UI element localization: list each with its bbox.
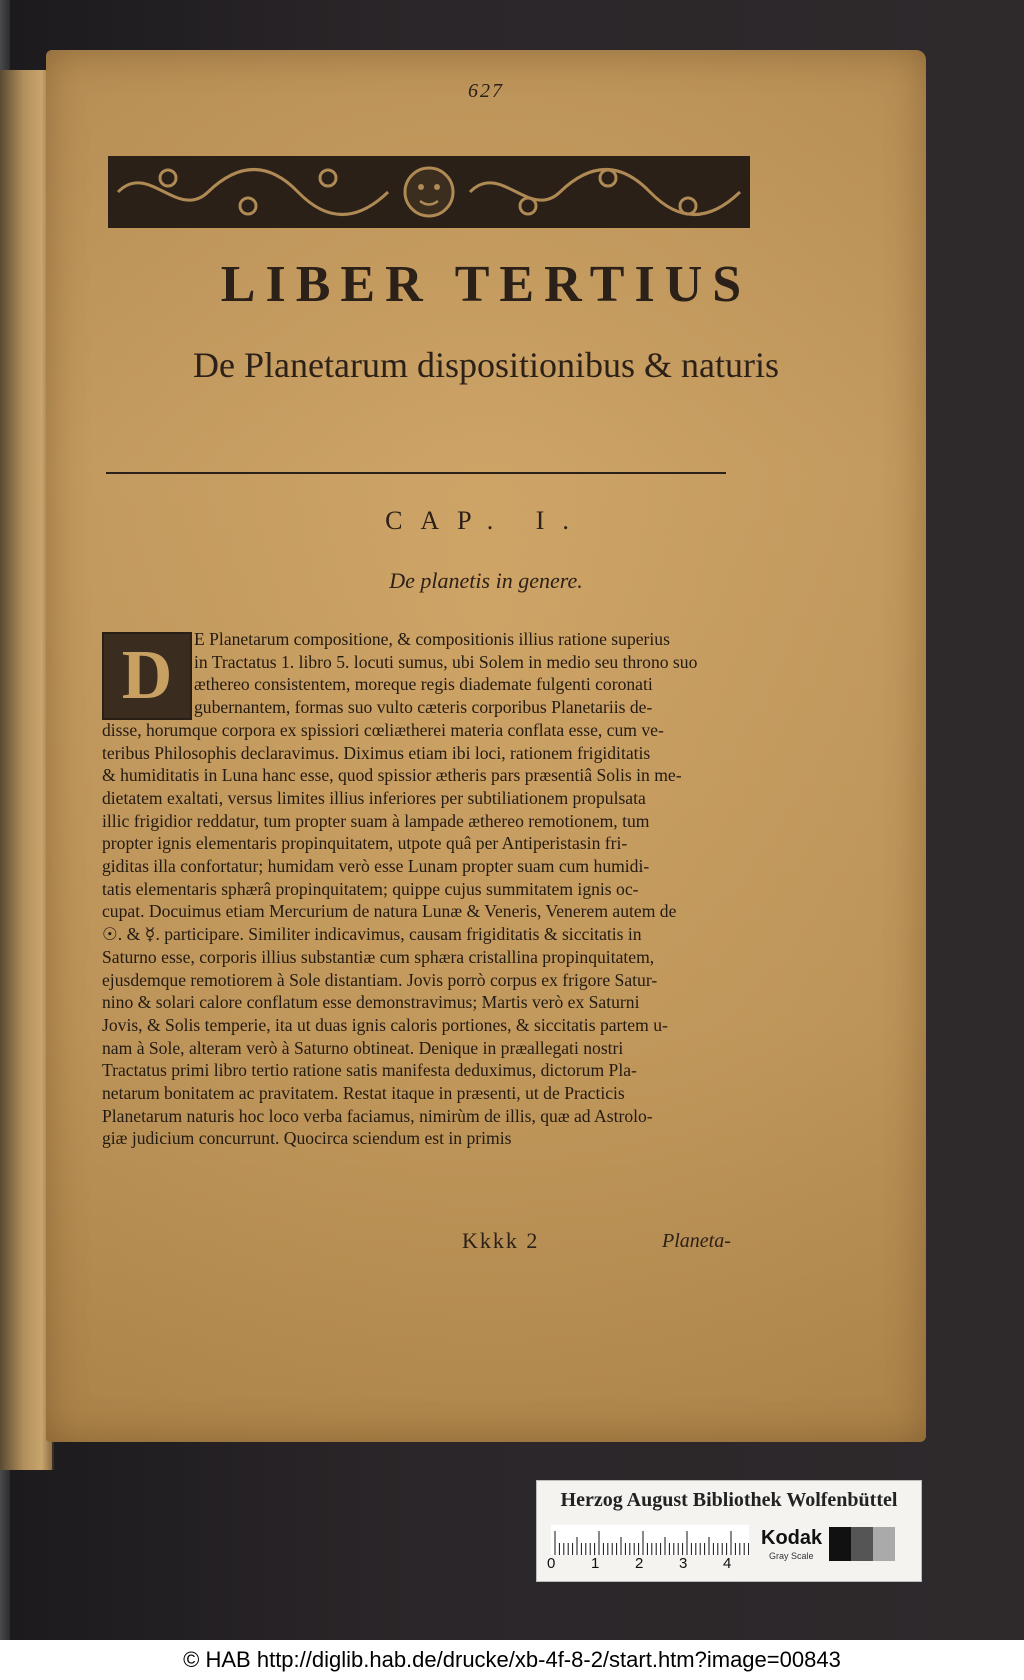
body-line: ☉. & ☿. participare. Similiter indicavimus, causam frigiditatis & siccitatis in: [102, 924, 642, 945]
swatch-black: [829, 1527, 851, 1561]
ruler-numbers: [547, 1555, 757, 1575]
body-line: teribus Philosophis declaravimus. Diximus etiam ibi loci, rationem frigiditatis: [102, 742, 651, 763]
body-line: nino & solari calore conflatum esse demonstravimus; Martis verò ex Saturni: [102, 992, 640, 1013]
ruler-number: 0: [547, 1555, 556, 1572]
signature-mark: Kkkk 2: [462, 1228, 540, 1253]
body-line: propter ignis elementaris propinquitatem, utpote quâ per Antiperistasin fri-: [102, 833, 628, 854]
chapter-subtitle: De planetis in genere.: [389, 568, 583, 593]
body-line: tatis elementaris sphærâ propinquitatem; quippe cujus summitatem ignis oc-: [102, 878, 639, 899]
body-line: E Planetarum compositione, & compositionis illius ratione superius: [194, 629, 670, 649]
body-line: cupat. Docuimus etiam Mercurium de natura Lunæ & Veneris, Venerem autem de: [102, 901, 677, 922]
body-line: gubernantem, formas suo vulto cæteris corporibus Planetariis de-: [194, 697, 653, 718]
ornament-headpiece: [108, 156, 750, 228]
body-line: Tractatus primi libro tertio ratione satis manifesta deduximus, dictorum Pla-: [102, 1060, 637, 1081]
divider-rule: [106, 472, 726, 474]
body-line: Saturno esse, corporis illius substantiæ cum sphæra cristallina propinquitatem,: [102, 946, 655, 967]
floral-ornament-icon: [108, 156, 750, 228]
kodak-logo: Kodak: [761, 1527, 823, 1549]
body-line: Jovis, & Solis temperie, ita ut duas ignis caloris portiones, & siccitatis partem u-: [102, 1014, 668, 1035]
body-line: nam à Sole, alteram verò à Saturno obtineat. Denique in præallegati nostri: [102, 1037, 624, 1058]
ruler-number: 2: [635, 1555, 644, 1572]
book-subtitle: De Planetarum dispositionibus & naturis: [193, 345, 779, 385]
body-line: giæ judicium concurrunt. Quocirca sciendum est in primis: [102, 1128, 512, 1149]
library-color-card: [536, 1480, 922, 1582]
body-line: ejusdemque remotiorem à Sole distantiam. Jovis porrò corpus ex frigore Satur-: [102, 969, 658, 990]
chapter-heading: CAP. I.: [385, 506, 587, 535]
book-page: [46, 50, 926, 1442]
body-line: disse, horumque corpora ex spissiori cœliætherei materia conflata esse, cum ve-: [102, 719, 664, 740]
ruler-scale: [551, 1525, 749, 1555]
ruler-number: 3: [679, 1555, 688, 1572]
initial-letter: D: [121, 637, 173, 714]
library-name: Herzog August Bibliothek Wolfenbüttel: [560, 1489, 898, 1511]
body-line: Planetarum naturis hoc loco verba faciamus, nimirùm de illis, quæ ad Astrolo-: [102, 1105, 653, 1126]
book-title: LIBER TERTIUS: [220, 256, 752, 313]
body-line: giditas illa confortatur; humidam verò esse Lunam propter suam cum humidi-: [102, 856, 650, 877]
ruler-number: 1: [591, 1555, 600, 1572]
footer-credit: © HAB http://diglib.hab.de/drucke/xb-4f-8-2/start.htm?image=00843: [0, 1640, 1024, 1680]
body-line: in Tractatus 1. libro 5. locuti sumus, ubi Solem in medio seu throno suo: [194, 651, 698, 672]
body-line: dietatem exaltati, versus limites illius inferiores per subtiliationem propulsata: [102, 787, 646, 808]
body-line: & humiditatis in Luna hanc esse, quod spissior ætheris pars præsentiâ Solis in me-: [102, 765, 682, 786]
catchword: Planeta-: [662, 1230, 731, 1252]
swatch-light-gray: [873, 1527, 895, 1561]
gray-scale-label: Gray Scale: [769, 1551, 814, 1561]
swatch-dark-gray: [851, 1527, 873, 1561]
page-number: 627: [468, 80, 504, 102]
body-line: æthereo consistentem, moreque regis diademate fulgenti coronati: [194, 674, 653, 695]
body-line: netarum bonitatem ac pravitatem. Restat itaque in præsenti, ut de Practicis: [102, 1083, 625, 1104]
body-text: [102, 628, 750, 1150]
body-line: illic frigidior reddatur, tum propter suam à lampade æthereo remotionem, tum: [102, 810, 650, 831]
ruler-number: 4: [723, 1555, 732, 1572]
